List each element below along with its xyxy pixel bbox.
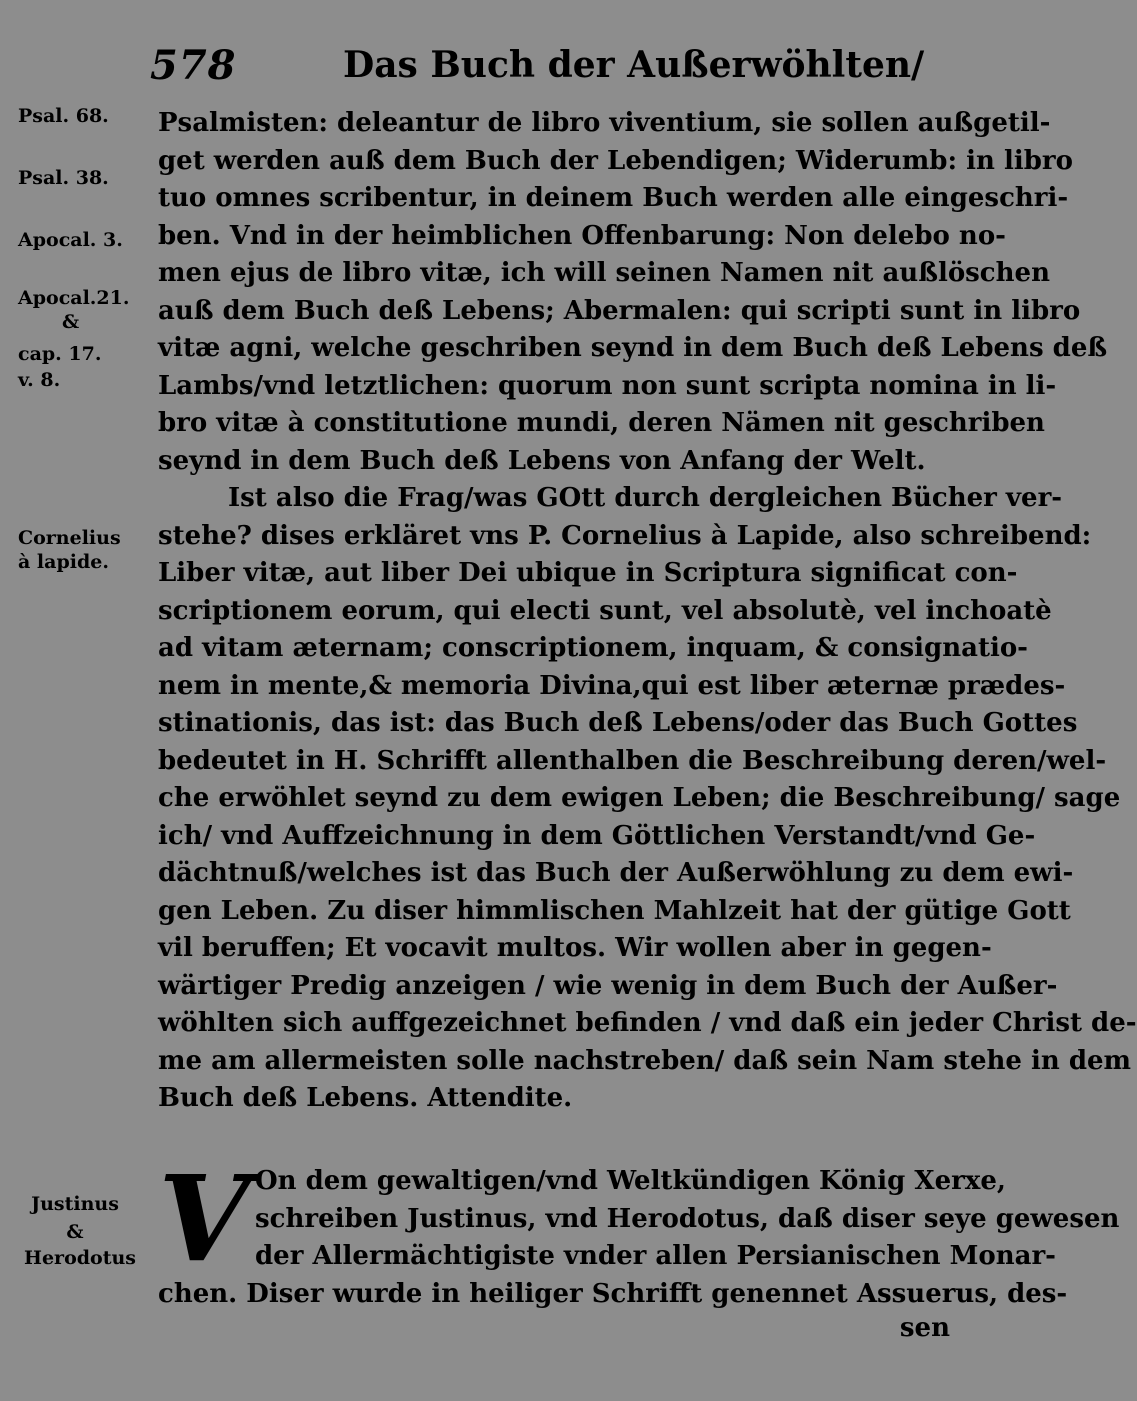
text-line: seynd in dem Buch deß Lebens von Anfang der Welt. — [158, 445, 926, 476]
drop-cap-initial: V — [158, 1149, 250, 1288]
margin-note-psalm-68: Psal. 68. — [18, 105, 109, 127]
margin-note-ampersand-2: & — [66, 1221, 84, 1243]
text-line: bedeutet in H. Schrifft allenthalben die Beschreibung deren/wel- — [158, 745, 1107, 776]
paragraph-1 — [158, 105, 1108, 480]
text-line: bro vitæ à constitutione mundi, deren Nämen nit geschriben — [158, 408, 1045, 438]
text-line: ich/ vnd Auffzeichnung in dem Göttlichen Verstandt/vnd Ge- — [158, 820, 1036, 851]
text-line: me am allermeisten solle nachstreben/ daß sein Nam stehe in dem — [158, 1045, 1132, 1076]
text-line: vil beruffen; Et vocavit multos. Wir wollen aber in gegen- — [158, 933, 992, 963]
text-line: ben. Vnd in der heimblichen Offenbarung: Non delebo no- — [158, 220, 1006, 251]
text-line: Buch deß Lebens. Attendite. — [158, 1083, 573, 1113]
text-line: che erwöhlet seynd zu dem ewigen Leben; die Beschreibung/ sage — [158, 783, 1121, 813]
text-line: vitæ agni, welche geschriben seynd in dem Buch deß Lebens deß — [158, 333, 1108, 363]
text-line: dächtnuß/welches ist das Buch der Außerwöhlung zu dem ewi- — [158, 858, 1074, 888]
section-2-text-continued — [158, 1276, 1068, 1314]
text-line: Psalmisten: deleantur de libro viventium, sie sollen außgetil- — [158, 108, 1051, 138]
text-line: tuo omnes scribentur, in deinem Buch werden alle eingeschri- — [158, 183, 1069, 213]
margin-note-herodotus: Herodotus — [24, 1247, 136, 1269]
margin-note-ampersand: & — [62, 311, 80, 333]
margin-note-justinus: Justinus — [31, 1193, 119, 1215]
text-line: Lambs/vnd letztlichen: quorum non sunt scripta nomina in li- — [158, 370, 1057, 401]
margin-note-psalm-38: Psal. 38. — [18, 167, 109, 189]
margin-note-a-lapide: à lapide. — [18, 551, 109, 573]
text-line: wöhlten sich auffgezeichnet befinden / vnd daß ein jeder Christ de- — [158, 1008, 1137, 1038]
page-number: 578 — [150, 42, 237, 89]
catchword: sen — [899, 1313, 950, 1343]
margin-note-chapter-17: cap. 17. — [18, 343, 102, 365]
text-line: chen. Diser wurde in heiliger Schrifft genennet Assuerus, des- — [158, 1279, 1068, 1309]
text-line: On dem gewaltigen/vnd Weltkündigen König Xerxe, — [255, 1166, 1006, 1196]
text-line: gen Leben. Zu diser himmlischen Mahlzeit hat der gütige Gott — [158, 895, 1071, 926]
text-line: schreiben Justinus, vnd Herodotus, daß diser seye gewesen — [255, 1203, 1120, 1234]
text-line: stehe? dises erkläret vns P. Cornelius à Lapide, also schreibend: — [158, 520, 1092, 551]
text-line: nem in mente,& memoria Divina,qui est liber æternæ prædes- — [158, 670, 1066, 701]
section-2-text — [255, 1163, 1120, 1276]
text-line: stinationis, das ist: das Buch deß Lebens/oder das Buch Gottes — [158, 708, 1078, 738]
text-line: auß dem Buch deß Lebens; Abermalen: qui scripti sunt in libro — [158, 295, 1081, 326]
text-line: der Allermächtigiste vnder allen Persianischen Monar- — [255, 1241, 1056, 1271]
margin-note-cornelius: Cornelius — [18, 527, 121, 549]
margin-note-apocalypse-3: Apocal. 3. — [18, 229, 123, 251]
running-title: Das Buch der Außerwöhlten/ — [343, 44, 925, 86]
text-line: wärtiger Predig anzeigen / wie wenig in dem Buch der Außer- — [158, 970, 1058, 1001]
page-header — [145, 40, 975, 92]
text-line: scriptionem eorum, qui electi sunt, vel absolutè, vel inchoatè — [158, 595, 1052, 626]
margin-note-verse-8: v. 8. — [18, 369, 61, 391]
text-line: ad vitam æternam; conscriptionem, inquam, & consignatio- — [158, 633, 1028, 663]
paragraph-2 — [158, 480, 1137, 1118]
text-line: get werden auß dem Buch der Lebendigen; Widerumb: in libro — [158, 145, 1073, 176]
text-line: Liber vitæ, aut liber Dei ubique in Scriptura significat con- — [158, 558, 1018, 588]
text-line: Ist also die Frag/was GOtt durch dergleichen Bücher ver- — [228, 483, 1063, 513]
text-line: men ejus de libro vitæ, ich will seinen Namen nit außlöschen — [158, 258, 1050, 288]
margin-note-apocalypse-21: Apocal.21. — [18, 287, 130, 309]
